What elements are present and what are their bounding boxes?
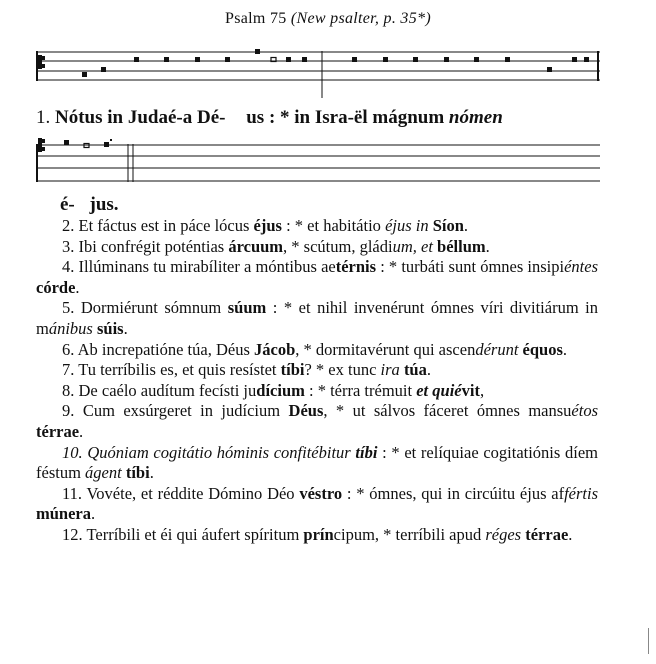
verse-1-text-a: Nótus in Judaé-a Dé- (55, 107, 226, 128)
verse-2 (36, 216, 598, 237)
verse-text: Ab increpatióne túa, Déus (77, 339, 254, 359)
verse-1-ending-a: é- (60, 194, 75, 215)
verse-text: . (562, 339, 568, 359)
verse-text: : * et nihil invenérunt ómnes víri divitiárum in m (36, 298, 599, 338)
verse-number: 7. (62, 360, 75, 380)
verse-text: . (75, 277, 80, 297)
verse-text: súum (227, 298, 267, 318)
verse-9 (36, 401, 598, 442)
verse-text: térrae (36, 421, 80, 441)
verse-number: 8. (62, 380, 75, 400)
verse-text: , * ut sálvos fáceret ómnes mansu (323, 401, 572, 421)
verse-text: prín (303, 524, 334, 544)
verse-text: Síon (432, 216, 464, 235)
verse-text: réges (485, 524, 522, 544)
verse-text: um, et (392, 236, 433, 256)
verse-text: . (149, 463, 154, 483)
verse-text: súis (96, 318, 124, 338)
verse-text: béllum (437, 236, 486, 256)
verse-text: : * ómnes, qui in circúitu éjus af (342, 483, 565, 503)
verse-1-ending-b: jus. (89, 194, 119, 215)
verse-number: 3. (62, 236, 75, 256)
verse-text: Tu terríbilis es, et quis resístet (78, 360, 281, 380)
verse-number: 6. (62, 339, 75, 359)
verse-text: . (79, 421, 84, 441)
verse-text: tíbi (355, 442, 378, 462)
verse-text: et (416, 380, 429, 400)
verse-text: térrae (525, 524, 569, 544)
verse-text: ánibus (48, 318, 93, 338)
page-edge-mark (648, 628, 649, 654)
verse-text: tíbi (280, 360, 305, 380)
verse-text: árcuum (228, 236, 284, 256)
psalm-title: Psalm 75 (225, 10, 287, 27)
verse-text: ira (380, 360, 400, 380)
chant-staff-2 (0, 0, 656, 200)
verse-7 (36, 360, 598, 381)
verse-text: Dormiérunt sómnum (80, 298, 228, 318)
verse-text: éntes (564, 257, 598, 277)
verse-text: túa (403, 360, 427, 380)
verse-text: dícium (256, 380, 305, 400)
psalm-verses (36, 216, 598, 546)
verse-number: 9. (62, 401, 75, 421)
verse-number: 4. (62, 257, 75, 277)
verse-text: : * et relíquiae cogitatiónis díem féstum (36, 442, 598, 483)
verse-text: ? * ex tunc (304, 360, 381, 380)
verse-text: : * térra trémuit (304, 380, 417, 400)
verse-text: Déus (288, 401, 324, 421)
verse-5 (36, 298, 598, 339)
verse-text: vit (461, 380, 480, 400)
verse-text: cipum, * terríbili apud (333, 524, 486, 544)
verse-1-text-c: nómen (448, 107, 503, 128)
verse-text: Jácob (254, 339, 296, 359)
verse-text: Vovéte, et réddite Dómino Déo (86, 483, 300, 503)
verse-text: fértis (564, 483, 599, 503)
verse-text: . (426, 360, 431, 380)
psalter-reference: (New psalter, p. 35*) (290, 10, 431, 27)
verse-text: De caélo audítum fecísti ju (78, 380, 257, 400)
verse-text: éjus (253, 216, 282, 235)
verse-text: , * scútum, gládi (283, 236, 393, 256)
verse-text: córde (36, 277, 76, 297)
verse-4 (36, 257, 598, 298)
verse-text: Ibi confrégit poténtias (78, 236, 229, 256)
verse-text: véstro (299, 483, 343, 503)
verse-text: . (568, 524, 573, 544)
verse-text: Terríbili et éi qui áufert spíritum (86, 524, 304, 544)
verse-text: : * turbáti sunt ómnes insipi (376, 257, 565, 277)
verse-text: , * dormitavérunt qui ascen (295, 339, 476, 359)
verse-text: : * et habitátio (281, 216, 386, 235)
verse-text: Quóniam cogitátio hóminis confitébitur (87, 442, 356, 462)
verse-text: , (479, 380, 485, 400)
verse-text: quié (432, 380, 462, 400)
verse-3 (36, 237, 598, 258)
verse-text: dérunt (475, 339, 519, 359)
verse-number: 2. (62, 216, 75, 235)
verse-text: ágent (85, 463, 122, 483)
verse-11 (36, 484, 598, 525)
verse-1-ending (60, 194, 644, 216)
verse-number: 11. (62, 483, 83, 503)
verse-10 (36, 443, 598, 484)
verse-number: 12. (62, 524, 83, 544)
verse-text: . (91, 504, 96, 524)
verse-text: Et fáctus est in páce lócus (78, 216, 254, 235)
verse-text: étos (571, 401, 599, 421)
verse-text: . (123, 318, 128, 338)
verse-text: múnera (36, 504, 91, 524)
verse-text: Cum exsúrgeret in judícium (82, 401, 289, 421)
verse-8 (36, 381, 598, 402)
verse-text: . (485, 236, 490, 256)
verse-number: 10. (62, 442, 83, 462)
verse-text: Illúminans tu mirabíliter a móntibus ae (78, 257, 336, 277)
verse-1-number: 1. (36, 107, 51, 128)
verse-text: éjus in (385, 216, 429, 235)
verse-text: tíbi (125, 463, 150, 483)
verse-text: térnis (335, 257, 377, 277)
verse-1-text-b: us : * in Isra-ël mágnum (246, 107, 445, 128)
verse-number: 5. (62, 298, 75, 318)
verse-text: . (463, 216, 469, 235)
verse-text: équos (522, 339, 563, 359)
verse-12 (36, 525, 598, 546)
verse-6 (36, 340, 598, 361)
